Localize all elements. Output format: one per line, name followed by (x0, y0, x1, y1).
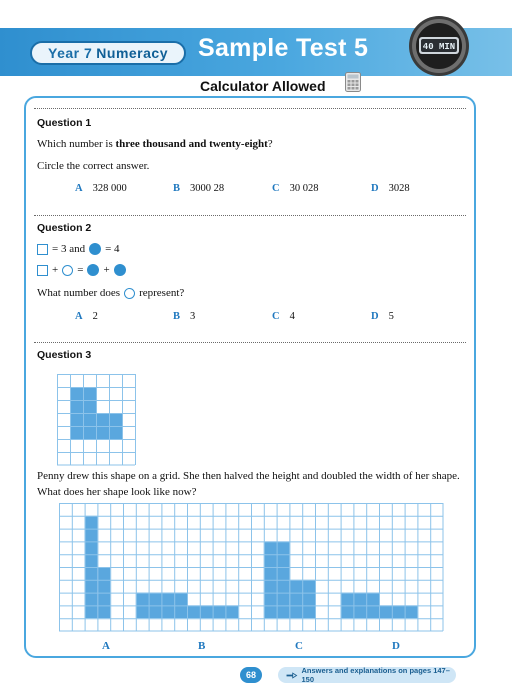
q1-text-bold: three thousand and twenty-eight (115, 138, 268, 150)
question-3-text: Penny drew this shape on a grid. She then halved the height and doubled the width of her shape. What does her shape look like now? (37, 470, 460, 498)
q2-text-before: What number does (37, 287, 121, 299)
plus-sign: + (52, 264, 59, 276)
option-text: 2 (92, 311, 98, 322)
answer-options-grid (59, 503, 445, 633)
q1-text-before: Which number is (37, 138, 116, 150)
q1-option-b[interactable] (173, 183, 224, 194)
answers-reference (278, 667, 456, 683)
q2-text-after: represent? (139, 287, 185, 299)
option-text: 3 (190, 311, 196, 322)
option-text: 4 (289, 311, 295, 322)
option-letter: D (371, 183, 379, 194)
option-text: 328 000 (92, 183, 127, 194)
option-a-shape (97, 567, 110, 618)
filled-circle-icon (89, 243, 101, 255)
question-3-heading: Question 3 (37, 349, 92, 361)
option-letter: B (173, 311, 181, 322)
square-icon (37, 244, 48, 255)
eq1-part-a: = 3 and (52, 243, 86, 255)
calculator-icon (345, 72, 361, 92)
calculator-allowed-label: Calculator Allowed (200, 78, 326, 94)
q2-option-c[interactable] (272, 311, 295, 322)
q1-text-after: ? (267, 138, 273, 150)
divider (34, 342, 466, 343)
option-letter: A (75, 311, 83, 322)
option-text: 3000 28 (190, 183, 225, 194)
divider (34, 215, 466, 216)
filled-circle-icon (87, 264, 99, 276)
option-text: 3028 (388, 183, 410, 194)
timer-label: 40 MIN (422, 42, 456, 52)
question-2-text (37, 287, 184, 299)
option-text: 5 (388, 311, 394, 322)
original-shape-grid (57, 374, 137, 468)
q1-option-c[interactable] (272, 183, 318, 194)
q3-option-b[interactable]: B (198, 640, 206, 652)
option-letter: B (173, 183, 181, 194)
option-letter: D (371, 311, 379, 322)
q2-option-a[interactable] (75, 311, 98, 322)
empty-circle-icon (124, 288, 135, 299)
q2-option-b[interactable] (173, 311, 195, 322)
equals-sign: = (77, 264, 84, 276)
series-year: Year 7 (48, 45, 93, 61)
option-letter: C (272, 183, 280, 194)
eq1-part-b: = 4 (105, 243, 120, 255)
q2-equation-2 (37, 264, 126, 276)
filled-circle-icon (114, 264, 126, 276)
option-letter: A (75, 183, 83, 194)
question-2-heading: Question 2 (37, 222, 92, 234)
q3-option-a[interactable]: A (102, 640, 110, 652)
option-text: 30 028 (289, 183, 319, 194)
q1-option-a[interactable] (75, 183, 127, 194)
option-letter: C (272, 311, 280, 322)
question-1-text (37, 138, 273, 150)
square-icon (37, 265, 48, 276)
empty-circle-icon (62, 265, 73, 276)
q2-option-d[interactable] (371, 311, 394, 322)
series-subject: Numeracy (96, 45, 168, 61)
series-badge (30, 41, 186, 65)
question-1-instruction: Circle the correct answer. (37, 160, 150, 172)
q2-equation-1 (37, 243, 120, 255)
q3-option-d[interactable]: D (392, 640, 400, 652)
question-1-heading: Question 1 (37, 117, 92, 129)
page-number: 68 (240, 667, 262, 683)
option-d-shape (379, 605, 417, 618)
plus-sign: + (103, 264, 110, 276)
q3-option-c[interactable]: C (295, 640, 303, 652)
pointing-hand-icon (286, 671, 298, 680)
timer-icon (407, 14, 471, 78)
answers-text: Answers and explanations on pages 147–150 (301, 666, 450, 684)
page-title: Sample Test 5 (198, 34, 369, 62)
divider (34, 108, 466, 109)
q1-option-d[interactable] (371, 183, 410, 194)
